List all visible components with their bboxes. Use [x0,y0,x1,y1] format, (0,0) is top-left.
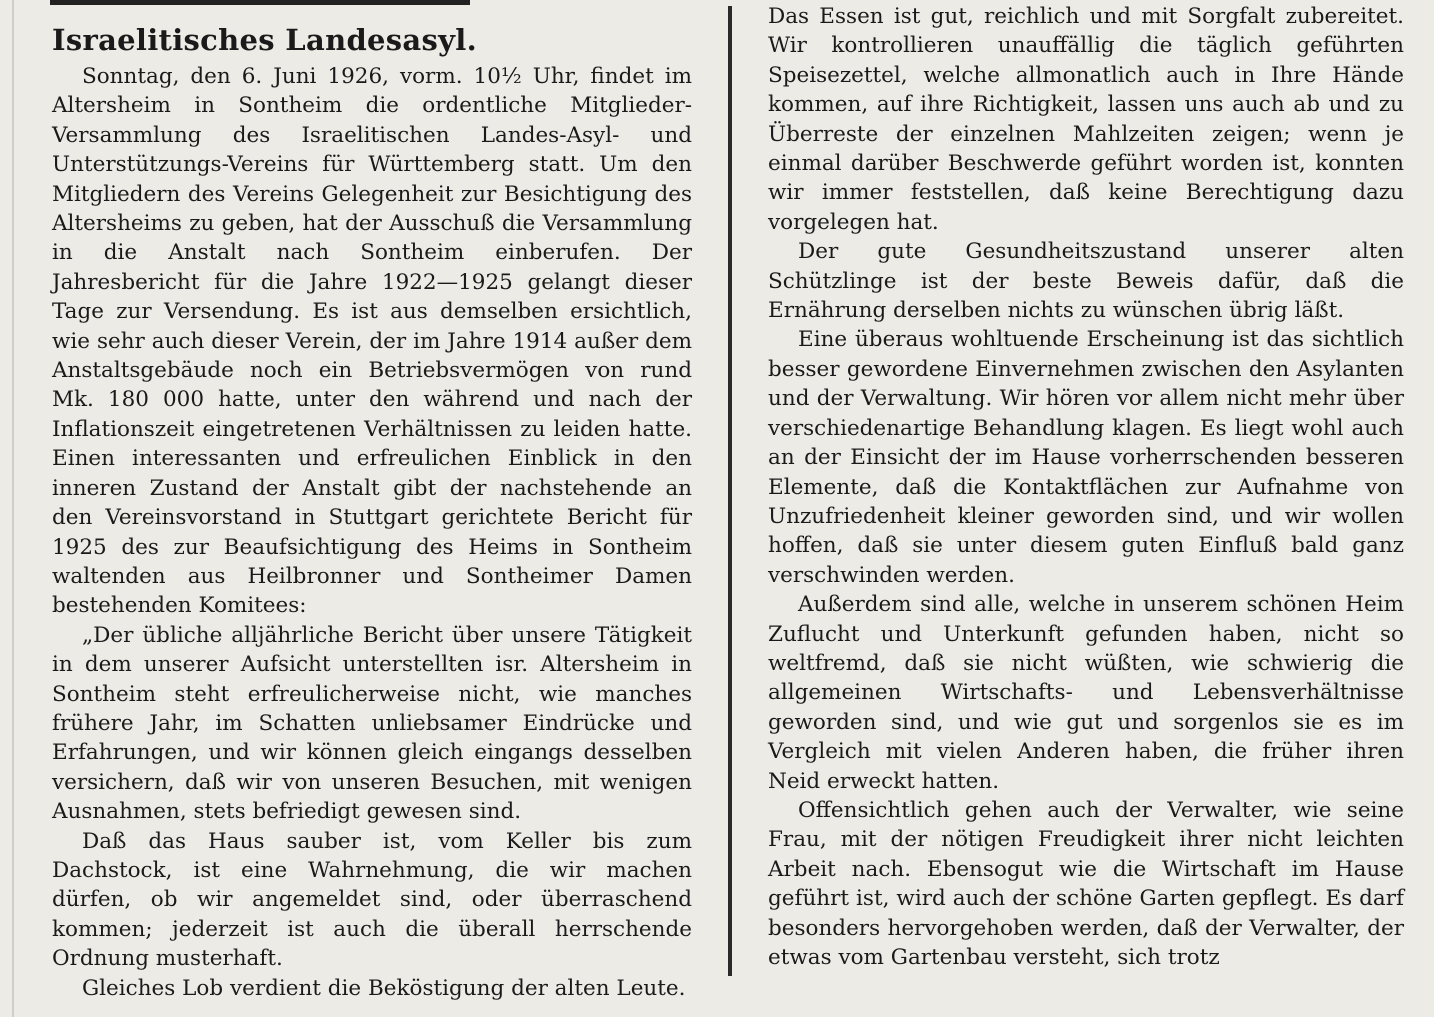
paragraph: Das Essen ist gut, reichlich und mit Sorgfalt zubereitet. Wir kontrollieren unauffällig die täglich geführten Speisezettel, welche allmonatlich auch in Ihre Hände kommen, auf ihre Richtigkeit, lassen uns auch ab und zu Überreste der einzelnen Mahlzeiten zeigen; wenn je einmal darüber Beschwerde geführt worden ist, konnten wir immer feststellen, daß keine Berechtigung dazu vorgelegen hat. [768,4,1404,235]
paragraph: Daß das Haus sauber ist, vom Keller bis zum Dachstock, ist eine Wahrnehmung, die wir machen dürfen, ob wir angemeldet sind, oder überraschend kommen; jederzeit ist auch die überall herrschende Ordnung musterhaft. [52,828,692,972]
article-title: Israelitisches Landesasyl. [52,23,478,57]
paragraph: Offensichtlich gehen auch der Verwalter, wie seine Frau, mit der nötigen Freudigkeit ihrer nicht leichten Arbeit nach. Ebensogut wie die Wirtschaft im Hause geführt ist, wird auch der schöne Garten gepflegt. Es darf besonders hervorgehoben werden, daß der Verwalter, der etwas vom Gartenbau versteht, sich trotz [768,797,1404,970]
paragraph: Der gute Gesundheitszustand unserer alten Schützlinge ist der beste Beweis dafür, daß die Ernährung derselben nichts zu wünschen übrig läßt. [768,239,1404,324]
left-column [52,8,692,1003]
paragraph: Außerdem sind alle, welche in unserem schönen Heim Zuflucht und Unterkunft gefunden haben, nicht so weltfremd, daß sie nicht wüßten, wie schwierig die allgemeinen Wirtschafts- und Lebensverhältnisse geworden sind, und wie gut und sorgenlos sie es im Vergleich mit vielen Anderen haben, die früher ihren Neid erweckt hatten. [768,592,1404,794]
top-rule [50,0,470,5]
paragraph: Sonntag, den 6. Juni 1926, vorm. 10½ Uhr, findet im Altersheim in Sontheim die ordentliche Mitglieder-Versammlung des Israelitischen Landes-Asyl- und Unterstützungs-Vereins für Württemberg statt. Um den Mitgliedern des Vereins Gelegenheit zur Besichtigung des Altersheims zu geben, hat der Ausschuß die Versammlung in die Anstalt nach Sontheim einberufen. Der Jahresbericht für die Jahre 1922—1925 gelangt dieser Tage zur Versendung. Es ist aus demselben ersichtlich, wie sehr auch dieser Verein, der im Jahre 1914 außer dem Anstaltsgebäude noch ein Betriebsvermögen von rund Mk. 180 000 hatte, unter den während und nach der Inflationszeit eingetretenen Verhältnissen zu leiden hatte. Einen interessanten und erfreulichen Einblick in den inneren Zustand der Anstalt gibt der nachstehende an den Vereinsvorstand in Stuttgart gerichtete Bericht für 1925 des zur Beaufsichtigung des Heims in Sontheim waltenden aus Heilbronner und Sontheimer Damen bestehenden Komitees: [52,64,692,619]
paragraph: Eine überaus wohltuende Erscheinung ist das sichtlich besser gewordene Einvernehmen zwischen den Asylanten und der Verwaltung. Wir hören vor allem nicht mehr über verschiedenartige Behandlung klagen. Es liegt wohl auch an der Einsicht der im Hause vorherrschenden besseren Elemente, daß die Kontaktflächen zur Aufnahme von Unzufriedenheit kleiner geworden sind, und wir wollen hoffen, daß sie unter diesem guten Einfluß bald ganz verschwinden werden. [768,327,1404,588]
paragraph: „Der übliche alljährliche Bericht über unsere Tätigkeit in dem unserer Aufsicht unterstellten isr. Altersheim in Sontheim steht erfreulicherweise nicht, wie manches frühere Jahr, im Schatten unliebsamer Eindrücke und Erfahrungen, und wir können gleich eingangs desselben versichern, daß wir von unseren Besuchen, mit wenigen Ausnahmen, stets befriedigt gewesen sind. [52,622,692,825]
scan-edge-line [12,0,14,1017]
right-column [768,2,1404,972]
column-divider [728,6,732,976]
paragraph: Gleiches Lob verdient die Beköstigung der alten Leute. [82,975,686,1001]
